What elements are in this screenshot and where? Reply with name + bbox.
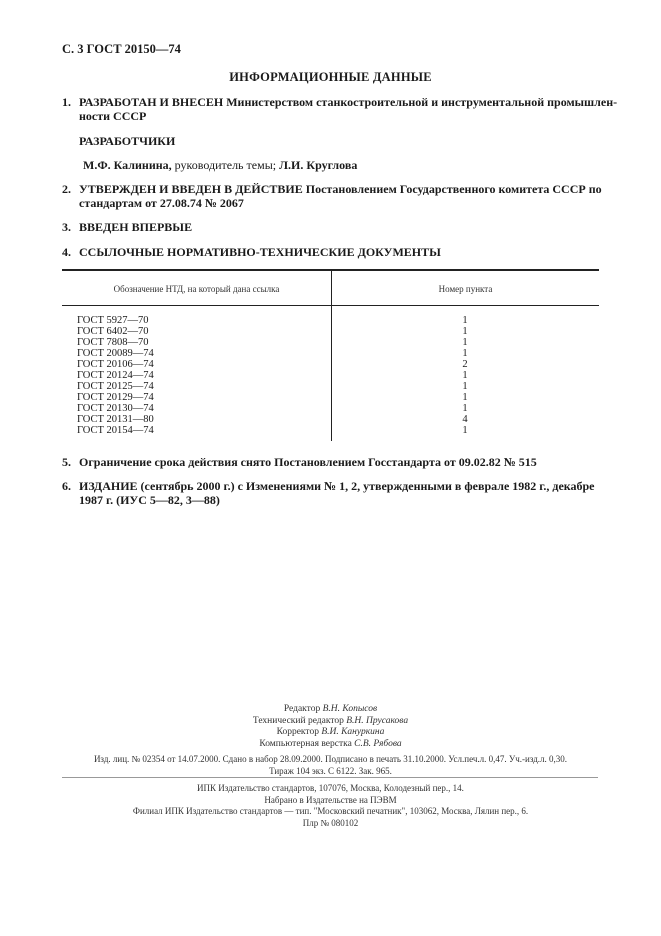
table-row-designation: ГОСТ 20154—74 bbox=[77, 425, 154, 436]
layout-label: Компьютерная верстка bbox=[259, 738, 355, 749]
print-run-line: Тираж 104 экз. С 6122. Зак. 965. bbox=[269, 765, 392, 776]
table-row-clause: 1 bbox=[462, 381, 468, 392]
corrector-label: Корректор bbox=[276, 727, 322, 737]
imprint-license bbox=[0, 754, 661, 777]
imprint-credits bbox=[0, 704, 661, 750]
section-4 bbox=[62, 245, 441, 259]
table-row-designation: ГОСТ 6402—70 bbox=[77, 326, 149, 337]
layout-name: С.В. Рябова bbox=[354, 738, 402, 749]
branch-line: Филиал ИПК Издательство стандартов — тип. "Московский печатник", 103062, Москва, Лялин пер., 6. bbox=[132, 806, 529, 816]
corrector-name: В.И. Кануркина bbox=[321, 727, 385, 737]
section-2-number: 2. bbox=[62, 182, 71, 196]
imprint-divider bbox=[62, 777, 598, 778]
table-row-clause: 2 bbox=[462, 359, 468, 370]
table-row-clause: 1 bbox=[462, 348, 468, 359]
section-5-text: Ограничение срока действия снято Постановлением Госстандарта от 09.02.82 № 515 bbox=[79, 455, 537, 469]
imprint-corrector bbox=[0, 727, 661, 739]
table-row-clause: 1 bbox=[462, 392, 468, 403]
developer-2-name: Л.И. Круглова bbox=[279, 158, 358, 172]
table-row-designation: ГОСТ 20129—74 bbox=[77, 392, 154, 403]
editor-name: В.Н. Копысов bbox=[322, 704, 378, 714]
table-row-clause: 1 bbox=[462, 425, 468, 436]
section-6-number: 6. bbox=[62, 479, 71, 493]
editor-label: Редактор bbox=[283, 704, 323, 714]
section-2-line2: стандартам от 27.08.74 № 2067 bbox=[79, 196, 244, 210]
tech-editor-label: Технический редактор bbox=[252, 715, 347, 726]
plr-line: Плр № 080102 bbox=[302, 817, 359, 828]
section-1 bbox=[62, 95, 622, 123]
table-row-clause: 1 bbox=[462, 370, 468, 381]
section-1-line2: ности СССР bbox=[79, 109, 147, 123]
imprint-tech-editor bbox=[0, 716, 661, 728]
developers-heading: РАЗРАБОТЧИКИ bbox=[79, 134, 176, 148]
section-5 bbox=[62, 455, 537, 469]
table-header-designation: Обозначение НТД, на который дана ссылка bbox=[113, 284, 280, 294]
section-6-line1: ИЗДАНИЕ (сентябрь 2000 г.) с Изменениями № 1, 2, утвержденными в феврале 1982 г., декабре bbox=[79, 479, 595, 493]
table-row-clause: 1 bbox=[462, 337, 468, 348]
publisher-line: ИПК Издательство стандартов, 107076, Москва, Колодезный пер., 14. bbox=[197, 783, 464, 793]
section-3 bbox=[62, 220, 192, 234]
imprint-publisher bbox=[0, 783, 661, 829]
section-3-number: 3. bbox=[62, 220, 71, 234]
section-6 bbox=[62, 479, 622, 507]
table-row-designation: ГОСТ 5927—70 bbox=[77, 315, 149, 326]
developer-1-name: М.Ф. Калинина, bbox=[83, 158, 172, 172]
table-row-clause: 1 bbox=[462, 403, 468, 414]
page-title: ИНФОРМАЦИОННЫЕ ДАННЫЕ bbox=[229, 70, 432, 84]
section-4-text: ССЫЛОЧНЫЕ НОРМАТИВНО-ТЕХНИЧЕСКИЕ ДОКУМЕНТЫ bbox=[79, 245, 441, 259]
table-header-clause: Номер пункта bbox=[438, 284, 493, 294]
developer-1-role: руководитель темы; bbox=[171, 158, 280, 172]
section-3-text: ВВЕДЕН ВПЕРВЫЕ bbox=[79, 220, 193, 234]
table-row-designation: ГОСТ 20130—74 bbox=[77, 403, 154, 414]
page-header: С. 3 ГОСТ 20150—74 bbox=[62, 42, 181, 56]
section-4-number: 4. bbox=[62, 245, 71, 259]
table-row-designation: ГОСТ 20106—74 bbox=[77, 359, 154, 370]
typeset-line: Набрано в Издательстве на ПЭВМ bbox=[264, 794, 397, 805]
table-row-clause: 4 bbox=[462, 414, 468, 425]
imprint-layout bbox=[0, 739, 661, 751]
table-row-designation: ГОСТ 20089—74 bbox=[77, 348, 154, 359]
table-row-designation: ГОСТ 20125—74 bbox=[77, 381, 154, 392]
license-line: Изд. лиц. № 02354 от 14.07.2000. Сдано в набор 28.09.2000. Подписано в печать 31.10.2000. Усл.печ.л. 0,47. Уч.-изд.л. 0,30. bbox=[93, 754, 568, 764]
table-row-designation: ГОСТ 20124—74 bbox=[77, 370, 154, 381]
section-5-number: 5. bbox=[62, 455, 71, 469]
table-row-clause: 1 bbox=[462, 315, 468, 326]
tech-editor-name: В.Н. Прусакова bbox=[346, 715, 409, 726]
table-row-clause: 1 bbox=[462, 326, 468, 337]
section-1-line1: РАЗРАБОТАН И ВНЕСЕН Министерством станкостроительной и инструментальной промышлен- bbox=[79, 95, 618, 109]
table-column-divider bbox=[331, 271, 332, 441]
section-1-number: 1. bbox=[62, 95, 71, 109]
developers-list bbox=[83, 158, 357, 172]
section-2 bbox=[62, 182, 622, 210]
section-6-line2: 1987 г. (ИУС 5—82, 3—88) bbox=[79, 493, 220, 507]
table-row-designation: ГОСТ 20131—80 bbox=[77, 414, 154, 425]
imprint-editor bbox=[0, 704, 661, 716]
section-2-line1: УТВЕРЖДЕН И ВВЕДЕН В ДЕЙСТВИЕ Постановлением Государственного комитета СССР по bbox=[79, 182, 602, 196]
table-row-designation: ГОСТ 7808—70 bbox=[77, 337, 149, 348]
